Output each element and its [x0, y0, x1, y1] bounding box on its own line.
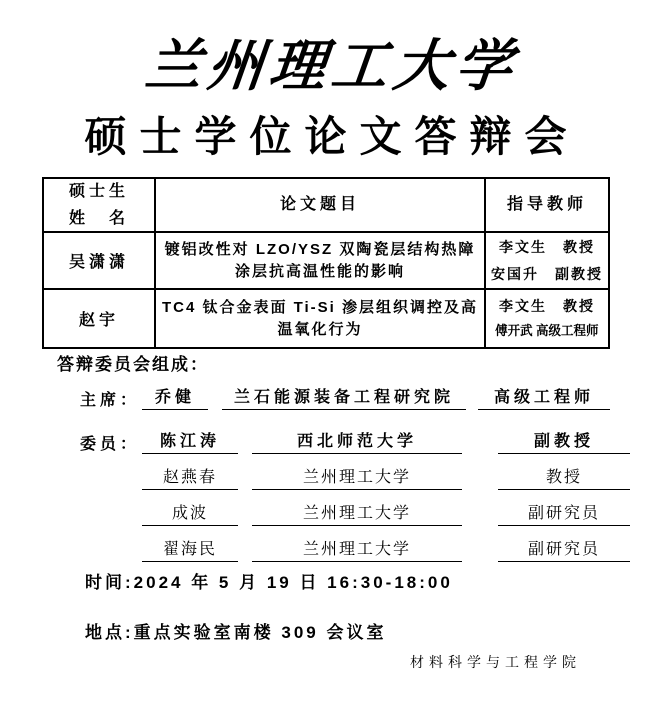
member-name: 赵燕春: [142, 464, 238, 490]
table-row1-thesis-title: 镀铝改性对 LZO/YSZ 双陶瓷层结构热障涂层抗高温性能的影响: [156, 233, 486, 290]
member-title: 副教授: [498, 428, 630, 454]
table-header-thesis-title: 论文题目: [156, 179, 486, 233]
member-title: 教授: [498, 464, 630, 490]
chair-label: 主席：: [80, 392, 141, 409]
committee-member-row: [80, 536, 630, 562]
header-student-line1: 硕士生: [68, 182, 129, 200]
university-logo-calligraphy: 兰州理工大学: [142, 36, 521, 98]
member-org: 西北师范大学: [252, 428, 462, 454]
chair-name: 乔健: [142, 384, 208, 410]
member-title: 副研究员: [498, 536, 630, 562]
member-org: 兰州理工大学: [252, 464, 462, 490]
page-title: 硕士学位论文答辩会: [84, 115, 580, 161]
row1-advisor-2: 安国升 副教授: [491, 265, 603, 282]
table-row1-student-name: 吴潇潇: [44, 233, 156, 290]
member-name: 成波: [142, 500, 238, 526]
chair-org: 兰石能源装备工程研究院: [222, 384, 466, 410]
table-row2-student-name: 赵宇: [44, 290, 156, 347]
place-line: 地点:重点实验室南楼 309 会议室: [85, 623, 387, 642]
committee-member-row: [80, 428, 630, 454]
time-line: 时间:2024 年 5 月 19 日 16:30-18:00: [85, 573, 453, 592]
member-org: 兰州理工大学: [252, 536, 462, 562]
committee-member-row: [80, 500, 630, 526]
chair-title: 高级工程师: [478, 384, 610, 410]
committee-chair-row: [80, 384, 610, 410]
member-name: 翟海民: [142, 536, 238, 562]
member-name: 陈江涛: [142, 428, 238, 454]
footer-department: 材料科学与工程学院: [410, 654, 581, 670]
row2-advisor-1: 李文生 教授: [499, 297, 595, 314]
table-row2-thesis-title: TC4 钛合金表面 Ti-Si 渗层组织调控及高温氧化行为: [156, 290, 486, 347]
table-header-student-name: [44, 179, 156, 233]
committee-heading: 答辩委员会组成：: [57, 355, 209, 374]
row2-advisor-2: 傅开武 高级工程师: [495, 323, 599, 339]
thesis-table: [42, 177, 610, 349]
row1-advisor-1: 李文生 教授: [499, 238, 595, 255]
committee-member-row: [80, 464, 630, 490]
member-org: 兰州理工大学: [252, 500, 462, 526]
member-title: 副研究员: [498, 500, 630, 526]
header-student-line2: 姓 名: [68, 210, 129, 227]
table-row2-advisors: [486, 290, 608, 347]
table-row1-advisors: [486, 233, 608, 290]
table-header-advisor: 指导教师: [486, 179, 608, 233]
member-label: 委员：: [80, 436, 141, 453]
